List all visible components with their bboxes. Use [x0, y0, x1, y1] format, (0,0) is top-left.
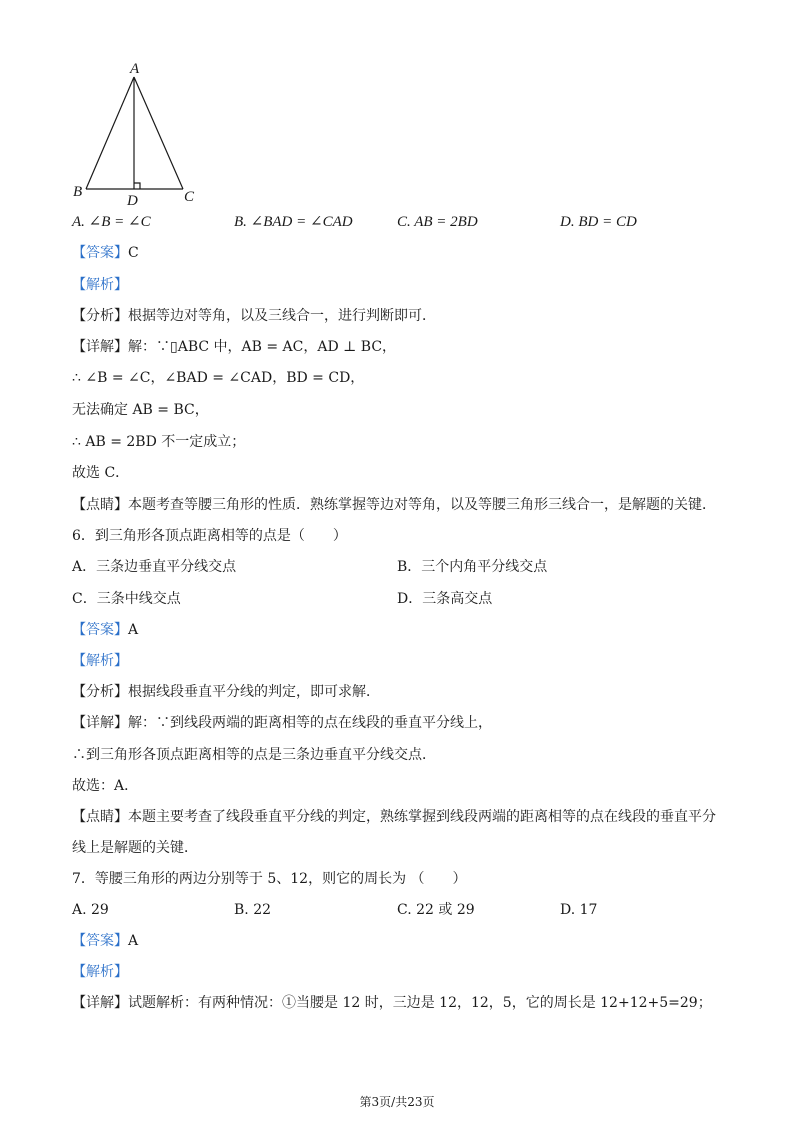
q7-option-c: C. 22 或 29 — [397, 902, 475, 918]
answer-value: A — [128, 933, 139, 949]
q6-dianjing — [72, 807, 716, 827]
q6-option-c: C．三条中线交点 — [72, 591, 181, 607]
q5-analysis-heading — [72, 275, 128, 295]
q5-option-c: C. AB = 2BD — [397, 214, 478, 230]
fenxi-text: 根据等边对等角，以及三线合一，进行判断即可． — [128, 308, 436, 324]
fenxi-text: 根据线段垂直平分线的判定，即可求解． — [128, 684, 380, 700]
q7-answer — [72, 931, 138, 951]
q6-fenxi — [72, 682, 380, 702]
dianjing-text: 本题主要考查了线段垂直平分线的判定，熟练掌握到线段两端的距离相等的点在线段的垂直平分 — [128, 809, 716, 825]
q7-analysis-heading — [72, 962, 128, 982]
q5-answer — [72, 243, 139, 263]
label-a: A — [130, 61, 140, 77]
q6-option-a: A．三条边垂直平分线交点 — [72, 559, 237, 575]
fenxi-tag: 【分析】 — [72, 684, 128, 700]
analysis-tag: 【解析】 — [72, 964, 128, 980]
q7-xiangjie — [72, 993, 712, 1013]
dianjing-tag: 【点睛】 — [72, 809, 128, 825]
dianjing-text: 本题考查等腰三角形的性质．熟练掌握等边对等角，以及等腰三角形三线合一，是解题的关键． — [128, 497, 716, 513]
q7-option-d: D. 17 — [560, 902, 598, 918]
q5-step-3: ∴ AB = 2BD 不一定成立； — [72, 434, 246, 450]
analysis-tag: 【解析】 — [72, 277, 128, 293]
q5-option-d: D. BD = CD — [560, 214, 637, 230]
answer-tag: 【答案】 — [72, 933, 128, 949]
xiangjie-tag: 【详解】 — [72, 995, 128, 1011]
page-footer: 第3页/共23页 — [359, 1095, 435, 1109]
q5-dianjing — [72, 495, 716, 515]
q5-step-4: 故选 C． — [72, 465, 130, 481]
q7-option-a: A. 29 — [72, 902, 109, 918]
side-ab — [86, 77, 134, 189]
xiangjie-text: 解：∵到线段两端的距离相等的点在线段的垂直平分线上， — [128, 715, 492, 731]
q6-stem: 6．到三角形各顶点距离相等的点是（ ） — [72, 528, 347, 544]
label-b: B — [73, 184, 83, 200]
q6-option-b: B．三个内角平分线交点 — [397, 559, 548, 575]
xiangjie-text: 解：∵▯ABC 中，AB = AC，AD ⊥ BC， — [128, 339, 397, 355]
q5-xiangjie — [72, 337, 396, 357]
q6-analysis-heading — [72, 651, 128, 671]
right-angle-mark — [134, 183, 140, 189]
xiangjie-text: 试题解析：有两种情况：①当腰是 12 时，三边是 12，12，5，它的周长是 12+12+5=29； — [128, 995, 712, 1011]
answer-tag: 【答案】 — [72, 622, 128, 638]
answer-value: A — [128, 622, 139, 638]
side-ac — [134, 77, 183, 189]
q6-option-d: D．三条高交点 — [397, 591, 493, 607]
q6-dianjing-cont: 线上是解题的关键． — [72, 840, 198, 856]
dianjing-tag: 【点睛】 — [72, 497, 128, 513]
q5-fenxi — [72, 306, 436, 326]
q6-xiangjie — [72, 713, 492, 733]
triangle-figure — [0, 0, 794, 210]
triangle-lines — [86, 77, 183, 189]
q5-step-2: 无法确定 AB = BC， — [72, 402, 209, 418]
q5-step-1: ∴ ∠B = ∠C，∠BAD = ∠CAD，BD = CD， — [72, 370, 365, 386]
analysis-tag: 【解析】 — [72, 653, 128, 669]
q6-step-1: ∴到三角形各顶点距离相等的点是三条边垂直平分线交点． — [72, 747, 436, 763]
label-c: C — [184, 189, 195, 205]
answer-value: C — [128, 245, 139, 261]
answer-tag: 【答案】 — [72, 245, 128, 261]
label-d: D — [127, 193, 138, 209]
q5-option-a: A. ∠B = ∠C — [72, 214, 151, 230]
fenxi-tag: 【分析】 — [72, 308, 128, 324]
q5-option-b: B. ∠BAD = ∠CAD — [234, 214, 353, 230]
q6-step-2: 故选：A． — [72, 778, 139, 794]
xiangjie-tag: 【详解】 — [72, 715, 128, 731]
xiangjie-tag: 【详解】 — [72, 339, 128, 355]
q7-option-b: B. 22 — [234, 902, 272, 918]
q6-answer — [72, 620, 138, 640]
q7-stem: 7．等腰三角形的两边分别等于 5、12，则它的周长为 （ ） — [72, 871, 467, 887]
